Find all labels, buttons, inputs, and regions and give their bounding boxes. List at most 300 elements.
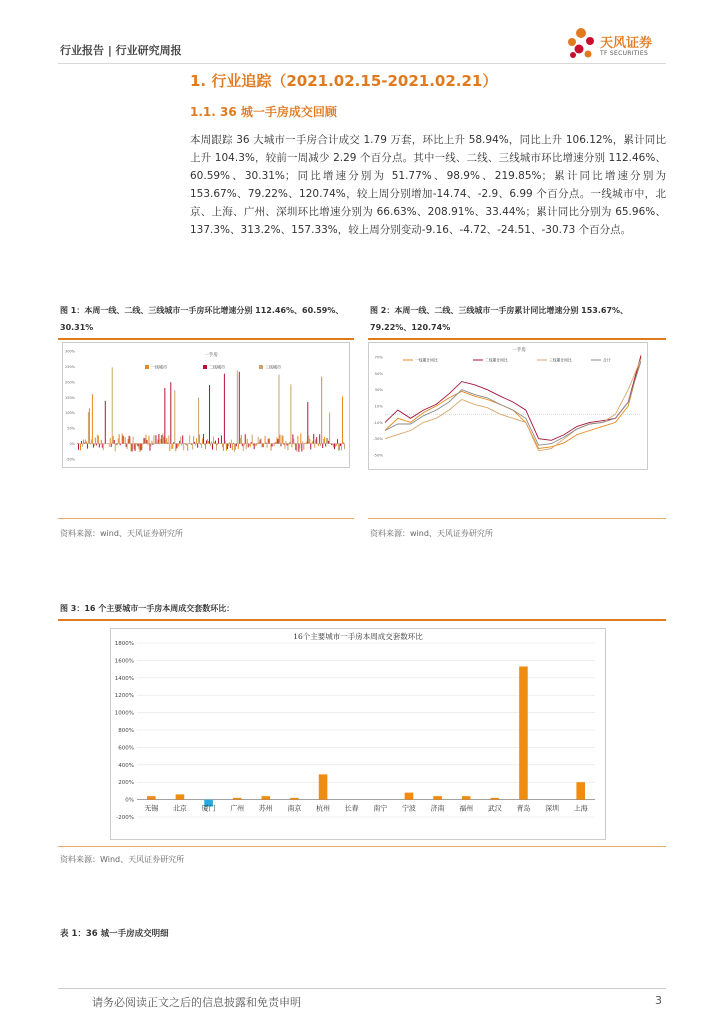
bar xyxy=(340,444,341,446)
figure-3-svg xyxy=(111,629,605,839)
y-tick-label: 0% xyxy=(125,797,134,804)
bar xyxy=(519,666,528,799)
bar xyxy=(285,441,286,443)
bar xyxy=(491,798,500,800)
bar xyxy=(323,439,324,444)
y-tick-label: -50% xyxy=(373,452,383,458)
bar xyxy=(167,443,168,444)
bar xyxy=(245,434,246,443)
bar xyxy=(278,439,279,444)
x-tick-label: 广州 xyxy=(230,804,245,813)
bar xyxy=(318,444,319,447)
bar xyxy=(180,437,181,444)
bar xyxy=(147,796,156,799)
bar xyxy=(186,444,187,446)
bar xyxy=(148,436,149,444)
bar xyxy=(179,441,180,444)
bar xyxy=(138,444,139,447)
y-tick-label: 600% xyxy=(118,745,134,752)
logo-subtitle: TF SECURITIES xyxy=(600,50,649,57)
bar xyxy=(158,434,159,444)
bar xyxy=(240,438,241,444)
bar xyxy=(118,438,119,443)
bar xyxy=(221,435,222,443)
bar xyxy=(297,436,298,444)
bar xyxy=(462,796,471,799)
bar xyxy=(319,434,320,443)
bar xyxy=(320,444,321,446)
legend-label: 合计 xyxy=(603,357,611,363)
bar xyxy=(146,440,147,444)
x-tick-label: 杭州 xyxy=(316,804,331,813)
bar xyxy=(168,436,169,444)
bar xyxy=(337,439,338,443)
x-tick-label: 青岛 xyxy=(516,804,531,813)
bar xyxy=(218,438,219,444)
bar xyxy=(327,438,328,444)
bar xyxy=(113,436,114,444)
x-tick-label: 长春 xyxy=(344,804,359,813)
bar xyxy=(128,439,129,444)
y-tick-label: 1200% xyxy=(114,693,134,700)
chart-title: 一手房 xyxy=(204,353,218,358)
bar xyxy=(215,441,216,444)
figure-2-title: 图 2：本周一线、二线、三线城市一手房累计同比增速分别 153.67%、79.22%、120.74% xyxy=(370,306,629,332)
bar xyxy=(317,444,318,445)
x-tick-label: 宁波 xyxy=(401,804,416,813)
bar xyxy=(127,444,128,449)
bar xyxy=(125,437,126,443)
bar xyxy=(292,434,293,443)
bar xyxy=(300,433,301,443)
bar xyxy=(344,444,345,450)
bar xyxy=(268,439,269,443)
bar xyxy=(197,444,198,448)
bar xyxy=(237,370,238,443)
bar xyxy=(279,435,280,444)
bar xyxy=(147,444,148,446)
report-type-label: 行业报告 | 行业研究周报 xyxy=(60,44,182,57)
bar xyxy=(290,798,299,800)
bar xyxy=(243,444,244,451)
figure-1-rule xyxy=(58,338,354,340)
bar xyxy=(319,774,328,799)
y-tick-label: 1800% xyxy=(114,641,134,647)
section-title: 1. 行业追踪（2021.02.15-2021.02.21） xyxy=(190,72,498,90)
bar xyxy=(433,796,442,799)
bar xyxy=(244,444,245,445)
bar xyxy=(171,444,172,449)
bar xyxy=(241,435,242,444)
bar xyxy=(115,444,116,452)
y-tick-label: 0% xyxy=(69,442,75,447)
bar xyxy=(109,444,110,447)
bar xyxy=(195,444,196,446)
bar xyxy=(100,444,101,445)
bar xyxy=(260,439,261,443)
bar xyxy=(332,444,333,446)
x-tick-label: 济南 xyxy=(430,804,445,813)
bar xyxy=(305,443,306,444)
bar xyxy=(234,444,235,452)
bar xyxy=(155,435,156,443)
y-tick-label: -200% xyxy=(116,815,134,821)
bar xyxy=(202,438,203,443)
bar xyxy=(314,444,315,448)
bar xyxy=(156,443,157,444)
bar xyxy=(130,437,131,444)
bar xyxy=(272,444,273,447)
y-tick-label: 250% xyxy=(64,364,75,369)
bar xyxy=(229,442,230,443)
bar xyxy=(280,444,281,447)
legend-label: 三线累计同比 xyxy=(549,357,572,363)
bar xyxy=(302,441,303,443)
bar xyxy=(82,444,83,447)
bar xyxy=(205,444,206,449)
y-tick-label: 70% xyxy=(374,354,383,360)
series-line xyxy=(385,355,641,440)
subsection-title: 1.1. 36 城一手房成交回顾 xyxy=(190,105,337,119)
bar xyxy=(283,444,284,445)
bar xyxy=(116,444,117,446)
bar xyxy=(131,444,132,452)
bar xyxy=(328,441,329,444)
y-tick-label: 1600% xyxy=(114,658,134,665)
bar xyxy=(233,443,234,444)
bar xyxy=(326,438,327,444)
figure-3-bottom-rule xyxy=(58,846,666,847)
bar xyxy=(254,444,255,450)
bar xyxy=(160,439,161,444)
bar xyxy=(161,435,162,444)
legend-label: 一线累计同比 xyxy=(415,357,438,363)
bar xyxy=(269,438,270,443)
bar xyxy=(276,442,277,444)
bar xyxy=(141,444,142,451)
bar xyxy=(117,444,118,445)
bar xyxy=(251,442,252,444)
bar xyxy=(150,444,151,447)
figure-1-chart xyxy=(62,342,350,468)
x-tick-label: 上海 xyxy=(573,804,588,813)
bar xyxy=(342,396,343,443)
bar xyxy=(334,444,335,450)
bar xyxy=(257,444,258,445)
bar xyxy=(122,434,123,444)
bar xyxy=(137,444,138,446)
y-tick-label: -10% xyxy=(373,419,383,425)
bar xyxy=(192,444,193,450)
bar xyxy=(144,438,145,443)
y-tick-label: 100% xyxy=(64,411,75,416)
bar xyxy=(336,444,337,446)
bar xyxy=(315,439,316,443)
bar xyxy=(152,444,153,445)
bar xyxy=(153,435,154,443)
bar xyxy=(102,444,103,448)
legend-label: 三线城市 xyxy=(265,364,281,370)
summary-paragraph: 本周跟踪 36 大城市一手房合计成交 1.79 万套，环比上升 58.94%，同比上升 106.12%，累计同比上升 104.3%，较前一周减少 2.29 个百分点。其中一线、二线、三线城市环比增速分别 112.46%、60.59%、30.31%；同比增速分别为 51.77%、98.9%、219.85%；累计同比增速分别为 153.67%、79.22%、120.74%，较上周分别增加-14.74、-2.9、6.99 个百分点。一线城市中，北京、上海、广州、深圳环比增速分别为 66.63%、208.91%、33.44%；累计同比分别为 65.96%、137.3%、313.2%、157.33%，较上周分别变动-9.16、-4.72、-24.51、-30.73 个百分点。 xyxy=(190,134,666,236)
bar xyxy=(239,372,240,444)
bar xyxy=(213,437,214,444)
bar xyxy=(210,444,211,446)
bar xyxy=(194,442,195,444)
y-tick-label: 200% xyxy=(64,380,75,385)
bar xyxy=(144,438,145,444)
bar xyxy=(253,444,254,446)
figure-2-svg xyxy=(369,343,647,469)
y-tick-label: 1000% xyxy=(114,710,134,717)
bar xyxy=(185,444,186,445)
bar xyxy=(288,444,289,445)
bar xyxy=(181,444,182,446)
bar xyxy=(214,442,215,443)
bar xyxy=(261,438,262,443)
bar xyxy=(187,444,188,451)
legend-swatch xyxy=(145,365,149,369)
logo-mark-icon xyxy=(566,24,596,62)
bar xyxy=(223,444,224,451)
bar xyxy=(193,436,194,443)
bar xyxy=(112,367,113,443)
bar xyxy=(295,444,296,451)
y-tick-label: 1400% xyxy=(114,675,134,682)
bar xyxy=(101,440,102,444)
bar xyxy=(307,402,308,444)
series-line xyxy=(385,361,641,445)
bar xyxy=(97,435,98,444)
bar xyxy=(338,444,339,451)
bar xyxy=(133,437,134,444)
bar xyxy=(301,444,302,452)
bar xyxy=(149,444,150,451)
bar xyxy=(267,444,268,448)
bar xyxy=(111,444,112,447)
bar xyxy=(196,438,197,443)
figure-2-bottom-rule xyxy=(368,518,666,519)
bar xyxy=(281,435,282,443)
bar xyxy=(322,444,323,448)
footer-divider xyxy=(58,988,666,989)
bar xyxy=(277,437,278,443)
bar xyxy=(222,444,223,448)
y-tick-label: -50% xyxy=(65,457,75,462)
x-tick-label: 深圳 xyxy=(545,804,560,813)
bar xyxy=(182,435,183,443)
company-logo xyxy=(566,24,676,64)
bar xyxy=(249,444,250,446)
y-tick-label: 30% xyxy=(374,387,383,393)
bar xyxy=(224,374,225,444)
x-tick-label: 武汉 xyxy=(487,804,502,813)
bar xyxy=(278,375,279,444)
chart-title: 16个主要城市一手房本周成交套数环比 xyxy=(293,632,423,641)
figure-2-rule xyxy=(368,338,666,340)
bar xyxy=(230,444,231,448)
bar xyxy=(282,436,283,444)
bar xyxy=(126,444,127,447)
bar xyxy=(83,440,84,444)
bar xyxy=(119,434,120,443)
bar xyxy=(246,444,247,450)
bar xyxy=(289,442,290,443)
bar xyxy=(143,444,144,445)
bar xyxy=(208,441,209,444)
y-tick-label: 200% xyxy=(118,780,134,787)
bar xyxy=(165,440,166,444)
bar xyxy=(129,436,130,444)
bar xyxy=(212,444,213,450)
bar xyxy=(151,441,152,444)
bar xyxy=(310,444,311,450)
bar xyxy=(287,444,288,451)
bar xyxy=(135,444,136,451)
bar xyxy=(248,444,249,448)
bar xyxy=(271,444,272,451)
bar xyxy=(183,444,184,451)
bar xyxy=(341,444,342,451)
bar xyxy=(172,444,173,449)
bar xyxy=(333,444,334,448)
bar xyxy=(207,439,208,444)
bar xyxy=(176,794,185,799)
y-tick-label: 800% xyxy=(118,728,134,734)
bar xyxy=(159,444,160,445)
bar xyxy=(136,443,137,444)
bar xyxy=(189,435,190,443)
bar xyxy=(335,444,336,447)
bar xyxy=(252,434,253,443)
bar xyxy=(216,444,217,451)
bar xyxy=(308,436,309,444)
bar xyxy=(140,444,141,452)
bar xyxy=(201,444,202,448)
figure-3-chart xyxy=(110,628,606,840)
figure-3-source: 资料来源：Wind、天风证券研究所 xyxy=(60,855,185,864)
bar xyxy=(233,798,242,800)
bar xyxy=(89,408,90,443)
bar xyxy=(262,444,263,448)
series-line xyxy=(385,357,641,448)
x-tick-label: 福州 xyxy=(459,804,474,813)
bar xyxy=(265,436,266,444)
bar xyxy=(405,793,414,800)
bar xyxy=(309,439,310,444)
bar xyxy=(303,444,304,450)
bar xyxy=(258,437,259,444)
bar xyxy=(84,443,85,444)
bar xyxy=(98,436,99,444)
bar xyxy=(290,384,291,443)
legend-label: 一线城市 xyxy=(151,364,167,370)
bar xyxy=(90,444,91,445)
bar xyxy=(231,440,232,444)
bar xyxy=(275,443,276,444)
bar xyxy=(132,444,133,452)
legend-swatch xyxy=(203,365,207,369)
bar xyxy=(103,444,104,451)
bar xyxy=(576,782,585,799)
bar xyxy=(85,439,86,443)
bar xyxy=(256,444,257,446)
figure-1-source: 资料来源：wind、天风证券研究所 xyxy=(60,529,183,538)
chart-title: 一手房 xyxy=(512,348,526,353)
y-tick-label: 50% xyxy=(374,370,383,376)
y-tick-label: 150% xyxy=(64,395,75,400)
bar xyxy=(299,444,300,449)
bar xyxy=(177,444,178,448)
bar xyxy=(198,398,199,444)
bar xyxy=(238,444,239,449)
legend-label: 二线累计同比 xyxy=(485,357,508,363)
bar xyxy=(263,444,264,448)
x-tick-label: 南宁 xyxy=(373,804,388,813)
bar xyxy=(88,412,89,443)
legend-swatch xyxy=(259,365,263,369)
bar xyxy=(77,443,78,444)
bar xyxy=(242,444,243,447)
bar xyxy=(228,444,229,447)
bar xyxy=(217,444,218,445)
bar xyxy=(154,444,155,445)
y-tick-label: 400% xyxy=(118,762,134,769)
bar xyxy=(95,438,96,444)
bar xyxy=(120,444,121,446)
bar xyxy=(105,401,106,444)
bar xyxy=(99,444,100,448)
bar xyxy=(92,394,93,443)
bar xyxy=(164,388,165,444)
legend-label: 二线城市 xyxy=(209,364,225,370)
table-1-title: 表 1：36 城一手房成交明细 xyxy=(60,929,169,939)
bar xyxy=(173,442,174,443)
bar xyxy=(166,438,167,444)
bar xyxy=(306,441,307,443)
bar xyxy=(178,444,179,447)
bar xyxy=(232,444,233,451)
figure-2-chart xyxy=(368,342,648,470)
bar xyxy=(93,444,94,448)
figure-1-bottom-rule xyxy=(58,518,354,519)
bar xyxy=(236,444,237,447)
x-tick-label: 厦门 xyxy=(201,804,216,813)
bar xyxy=(209,385,210,444)
series-line xyxy=(385,359,641,451)
bar xyxy=(321,377,322,444)
bar xyxy=(284,444,285,449)
bar xyxy=(199,434,200,443)
bar xyxy=(325,444,326,447)
bar xyxy=(291,444,292,448)
bar xyxy=(324,437,325,444)
bar xyxy=(190,444,191,445)
page-number: 3 xyxy=(655,994,662,1007)
bar xyxy=(294,444,295,445)
bar xyxy=(110,438,111,443)
bar xyxy=(87,444,88,449)
y-tick-label: 10% xyxy=(374,403,383,409)
bar xyxy=(114,440,115,444)
bar xyxy=(139,444,140,450)
bar xyxy=(266,443,267,444)
bar xyxy=(104,444,105,445)
figure-3-rule xyxy=(58,619,666,621)
bar xyxy=(225,441,226,444)
bar xyxy=(259,442,260,443)
figure-1-title: 图 1：本周一线、二线、三线城市一手房环比增速分别 112.46%、60.59%、30.31% xyxy=(60,306,344,332)
x-tick-label: 苏州 xyxy=(258,804,273,813)
